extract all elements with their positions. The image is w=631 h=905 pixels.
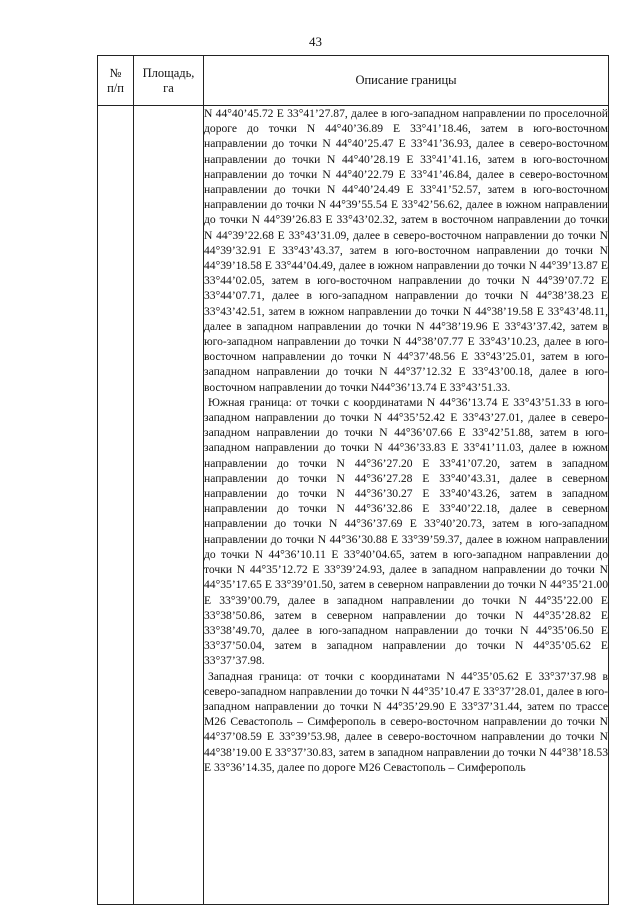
boundary-paragraph-continued: N 44°40’45.72 E 33°41’27.87, далее в юго-западном направлении по проселочной дороге до точки N 44°40’36.89 E 33°41’18.46, затем в юго-восточном направлении до точки N 44°40’25.47 E 33°41’36.93, далее в северо-восточном направлении до точки N 44°40’28.19 E 33°41’41.16, затем в юго-восточном направлении до точки N 44°40’22.79 E 33°41’46.84, далее в северо-восточном направлении до точки N 44°40’24.49 E 33°41’52.57, затем в юго-восточном направлении до точки N 44°39’55.54 E 33°42’56.62, далее в южном направлении до точки N 44°39’26.83 E 33°43’02.32, затем в восточном направлении до точки N 44°39’22.68 E 33°43’31.09, далее в северо-восточном направлении до точки N 44°39’32.91 E 33°43’43.37, затем в юго-восточном направлении до точки N 44°39’18.58 E 33°44’04.49, далее в южном направлении до точки N 44°39’13.87 E 33°44’02.05, затем в юго-восточном направлении до точки N 44°39’07.72 E 33°44’07.71, далее в юго-западном направлении до точки N 44°38’38.23 E 33°43’42.51, затем в южном направлении до точки N 44°38’19.58 E 33°43’48.11, далее в западном направлении до точки N 44°38’19.96 E 33°43’37.42, затем в юго-западном направлении до точки N 44°38’07.77 E 33°43’10.23, далее в юго-восточном направлении до точки N 44°37’48.56 E 33°43’25.01, затем в юго-западном направлении до точки N 44°37’12.32 E 33°43’00.18, далее в юго-восточном направлении до точки N44°36’13.74 E 33°43’51.33. xyxy=(204,107,608,394)
boundary-table xyxy=(97,55,609,905)
header-number-line1: № xyxy=(109,65,122,80)
table-header-row xyxy=(98,56,609,106)
description-cell xyxy=(204,106,609,905)
header-area xyxy=(134,56,204,106)
boundary-paragraph-west: Западная граница: от точки с координатами N 44°35’05.62 E 33°37’37.98 в северо-западном направлении до точки N 44°35’10.47 E 33°37’28.01, далее в юго-западном направлении до точки N 44°35’29.90 E 33°37’31.44, затем по трассе М26 Севастополь – Симферополь в северо-восточном направлении до точки N 44°37’08.59 E 33°39’53.98, далее в северо-восточном направлении до точки N 44°38’19.00 E 33°37’30.83, затем в западном направлении до точки N 44°38’18.53 E 33°36’14.35, далее по дороге М26 Севастополь – Симферополь xyxy=(204,669,608,774)
table-row xyxy=(98,106,609,905)
header-area-line1: Площадь, xyxy=(142,65,195,80)
header-number xyxy=(98,56,134,106)
header-area-line2: га xyxy=(163,80,174,95)
boundary-paragraph-south: Южная граница: от точки с координатами N 44°36’13.74 E 33°43’51.33 в юго-западном направлении до точки N 44°35’52.42 E 33°43’27.01, далее в северо-западном направлении до точки N 44°36’07.66 E 33°42’51.88, затем в юго-западном направлении до точки N 44°36’33.83 E 33°41’11.03, далее в южном направлении до точки N 44°36’27.20 E 33°41’07.20, затем в западном направлении до точки N 44°36’27.28 E 33°40’43.31, далее в северном направлении до точки N 44°36’30.27 E 33°40’43.26, затем в западном направлении до точки N 44°36’32.86 E 33°40’22.18, далее в северном направлении до точки N 44°36’37.69 E 33°40’20.73, затем в юго-западном направлении до точки N 44°36’30.88 E 33°39’59.37, далее в южном направлении до точки N 44°36’10.11 E 33°40’04.65, затем в юго-западном направлении до точки N 44°35’12.72 E 33°39’24.93, далее в западном направлении до точки N 44°35’17.65 E 33°39’01.50, затем в северном направлении до точки N 44°35’21.00 E 33°39’00.79, далее в западном направлении до точки N 44°35’22.00 E 33°38’50.86, затем в северном направлении до точки N 44°35’28.82 E 33°38’49.70, далее в юго-западном направлении до точки N 44°35’06.50 E 33°37’50.04, затем в западном направлении до точки N 44°35’05.62 E 33°37’37.98. xyxy=(204,395,608,668)
page-number: 43 xyxy=(309,34,322,49)
header-number-line2: п/п xyxy=(107,80,124,95)
number-cell xyxy=(98,106,134,905)
area-cell xyxy=(134,106,204,905)
header-description: Описание границы xyxy=(204,56,609,106)
